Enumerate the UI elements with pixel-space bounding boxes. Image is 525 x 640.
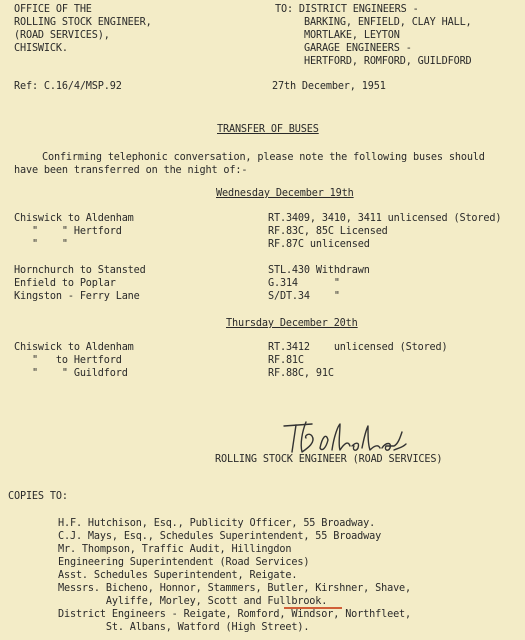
- copies-item: Asst. Schedules Superintendent, Reigate.: [58, 570, 298, 581]
- day1-route: Enfield to Poplar: [14, 278, 116, 289]
- copies-label: COPIES TO:: [8, 491, 68, 502]
- day2-buses: RF.81C: [268, 355, 304, 366]
- reference: Ref: C.16/4/MSP.92: [14, 81, 122, 92]
- day2-heading: Thursday December 20th: [226, 318, 358, 329]
- to-line-3: MORTLAKE, LEYTON: [304, 30, 400, 41]
- to-line-1: TO: DISTRICT ENGINEERS -: [275, 4, 419, 15]
- intro-line-1: Confirming telephonic conversation, please note the following buses should: [42, 152, 485, 163]
- signatory-title: ROLLING STOCK ENGINEER (ROAD SERVICES): [215, 454, 443, 465]
- day1-heading: Wednesday December 19th: [216, 188, 354, 199]
- day2-buses: RF.88C, 91C: [268, 368, 334, 379]
- day1-buses: S/DT.34 ": [268, 291, 340, 302]
- day1-route: Kingston - Ferry Lane: [14, 291, 140, 302]
- to-line-4: GARAGE ENGINEERS -: [304, 43, 412, 54]
- day1-route: " ": [14, 239, 68, 250]
- day1-buses: RT.3409, 3410, 3411 unlicensed (Stored): [268, 213, 502, 224]
- day1-buses: RF.83C, 85C Licensed: [268, 226, 388, 237]
- copies-item: H.F. Hutchison, Esq., Publicity Officer, 55 Broadway.: [58, 518, 376, 529]
- day2-route: " to Hertford: [14, 355, 122, 366]
- memo-title: TRANSFER OF BUSES: [217, 124, 319, 135]
- copies-item: C.J. Mays, Esq., Schedules Superintendent, 55 Broadway: [58, 531, 382, 542]
- to-line-2: BARKING, ENFIELD, CLAY HALL,: [304, 17, 472, 28]
- day1-buses: STL.430 Withdrawn: [268, 265, 370, 276]
- day2-route: Chiswick to Aldenham: [14, 342, 134, 353]
- day1-route: Hornchurch to Stansted: [14, 265, 146, 276]
- from-line-2: ROLLING STOCK ENGINEER,: [14, 17, 152, 28]
- intro-line-2: have been transferred on the night of:-: [14, 165, 248, 176]
- from-line-1: OFFICE OF THE: [14, 4, 92, 15]
- from-line-4: CHISWICK.: [14, 43, 68, 54]
- copies-item: Engineering Superintendent (Road Services): [58, 557, 310, 568]
- from-line-3: (ROAD SERVICES),: [14, 30, 110, 41]
- day1-route: Chiswick to Aldenham: [14, 213, 134, 224]
- to-line-5: HERTFORD, ROMFORD, GUILDFORD: [304, 56, 472, 67]
- day1-route: " " Hertford: [14, 226, 122, 237]
- copies-item: District Engineers - Reigate, Romford, Windsor, Northfleet,: [58, 609, 412, 620]
- day1-buses: RF.87C unlicensed: [268, 239, 370, 250]
- day2-buses: RT.3412 unlicensed (Stored): [268, 342, 448, 353]
- day1-buses: G.314 ": [268, 278, 340, 289]
- copies-item: Messrs. Bicheno, Honnor, Stammers, Butler, Kirshner, Shave,: [58, 583, 412, 594]
- day2-route: " " Guildford: [14, 368, 128, 379]
- copies-item: St. Albans, Watford (High Street).: [58, 622, 310, 633]
- memo-date: 27th December, 1951: [272, 81, 386, 92]
- copies-item: Ayliffe, Morley, Scott and Fullbrook.: [58, 596, 328, 607]
- copies-item: Mr. Thompson, Traffic Audit, Hillingdon: [58, 544, 292, 555]
